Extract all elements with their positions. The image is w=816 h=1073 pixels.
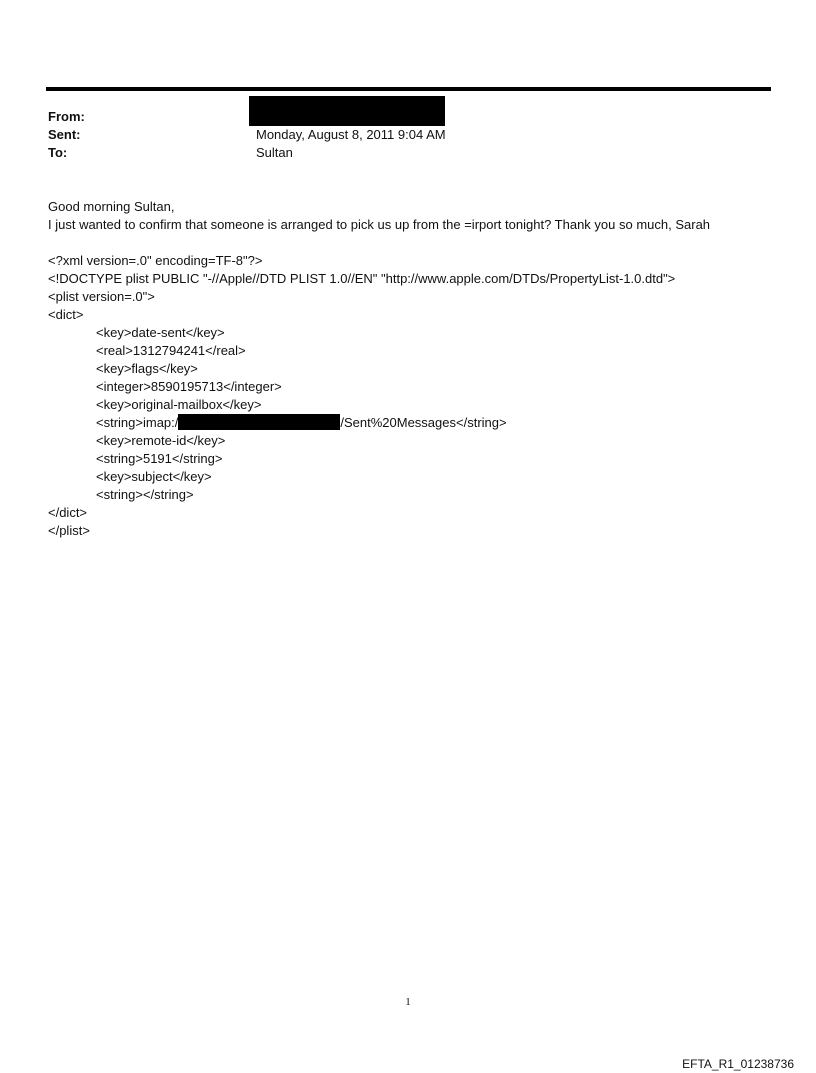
sent-value: Monday, August 8, 2011 9:04 AM: [256, 127, 446, 142]
imap-suffix: /Sent%20Messages</string>: [340, 415, 507, 430]
plist-line: <string>5191</string>: [96, 451, 223, 466]
from-label: From:: [48, 109, 85, 124]
bates-number: EFTA_R1_01238736: [682, 1057, 794, 1071]
plist-line: <string></string>: [96, 487, 194, 502]
from-redaction: [249, 96, 445, 126]
to-label: To:: [48, 145, 68, 160]
plist-line: <real>1312794241</real>: [96, 343, 246, 358]
plist-line: <key>date-sent</key>: [96, 325, 225, 340]
imap-prefix: <string>imap:/: [96, 415, 179, 430]
message-body: I just wanted to confirm that someone is arranged to pick us up from the =irport tonight? Thank you so much, Sarah: [48, 217, 711, 232]
imap-redaction: [178, 414, 340, 430]
dict-close: </dict>: [48, 505, 88, 520]
greeting: Good morning Sultan,: [48, 199, 175, 214]
sent-label: Sent:: [48, 127, 81, 142]
doctype-line: <!DOCTYPE plist PUBLIC "-//Apple//DTD PLIST 1.0//EN" "http://www.apple.com/DTDs/PropertyList-1.0.dtd">: [48, 271, 676, 286]
plist-open: <plist version=.0">: [48, 289, 155, 304]
xml-declaration: <?xml version=.0" encoding=TF-8"?>: [48, 253, 263, 268]
plist-line: <integer>8590195713</integer>: [96, 379, 282, 394]
imap-line: [96, 414, 507, 431]
plist-line: <key>flags</key>: [96, 361, 198, 376]
plist-line: <key>subject</key>: [96, 469, 212, 484]
page-number: 1: [405, 996, 411, 1008]
header-rule: [46, 87, 771, 91]
to-value: Sultan: [256, 145, 293, 160]
plist-line: <key>remote-id</key>: [96, 433, 226, 448]
plist-close: </plist>: [48, 523, 90, 538]
dict-open: <dict>: [48, 307, 84, 322]
plist-line: <key>original-mailbox</key>: [96, 397, 262, 412]
